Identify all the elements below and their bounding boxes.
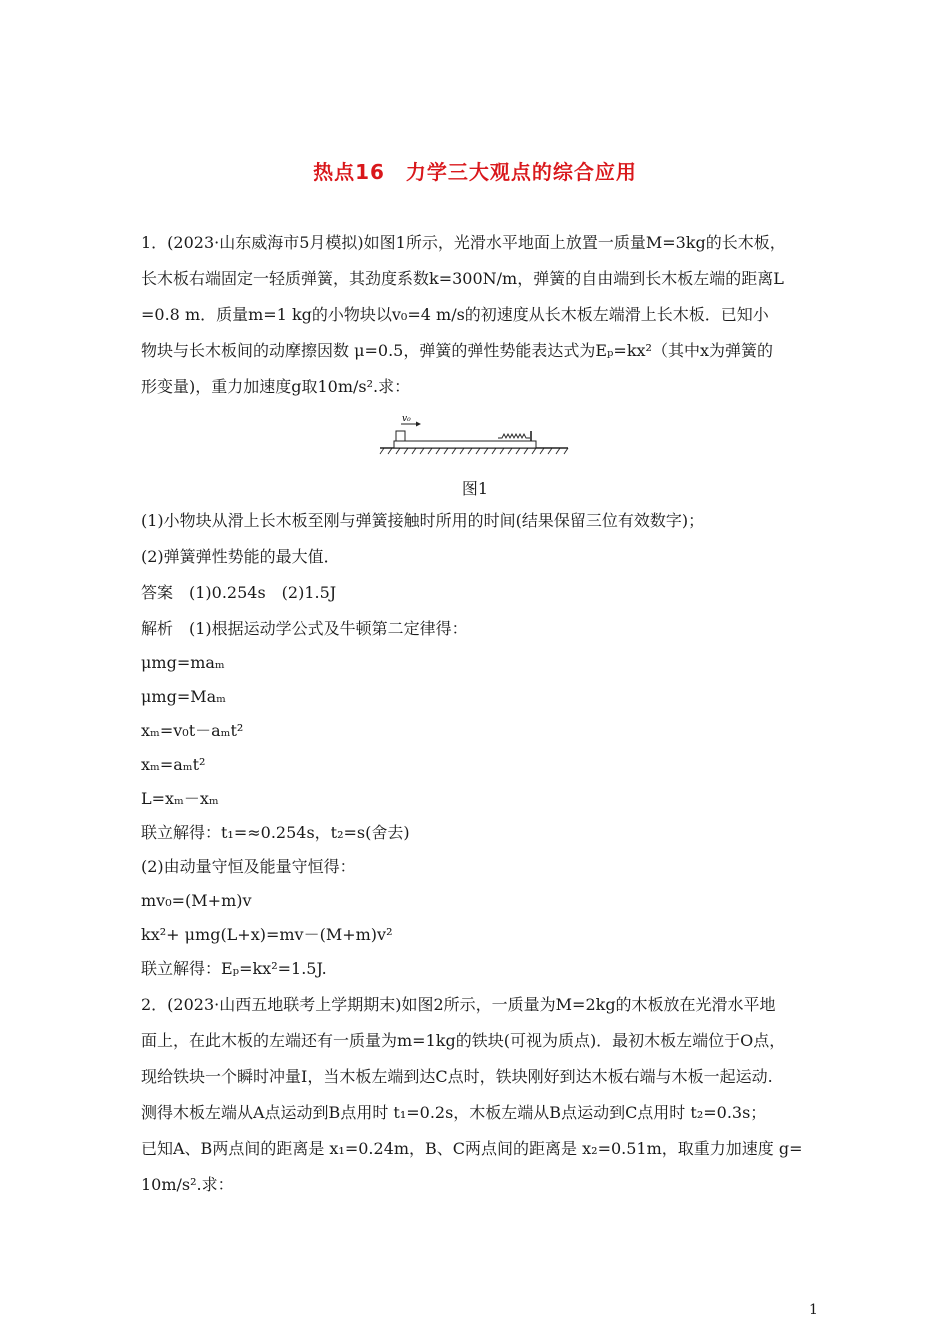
equation-line: μmg=Maₘ: [141, 687, 226, 706]
equation-line: μmg=maₘ: [141, 653, 225, 672]
text-line: 2．(2023·山西五地联考上学期期末)如图2所示，一质量为M=2kg的木板放在光滑水平地: [141, 995, 776, 1014]
text-line: 已知A、B两点间的距离是 x₁=0.24m，B、C两点间的距离是 x₂=0.51m，取重力加速度 g=: [141, 1139, 803, 1158]
text-line: 长木板右端固定一轻质弹簧，其劲度系数k=300N/m，弹簧的自由端到长木板左端的距离L: [141, 269, 784, 288]
text-line: 联立解得：t₁=≈0.254s，t₂=s(舍去): [141, 823, 410, 842]
figure-1-diagram: [378, 410, 570, 456]
text-line: 1．(2023·山东威海市5月模拟)如图1所示，光滑水平地面上放置一质量M=3kg的长木板，: [141, 233, 786, 252]
text-line: (2)由动量守恒及能量守恒得：: [141, 857, 356, 876]
arrow-head-icon: [416, 422, 421, 427]
page-title: 热点16 力学三大观点的综合应用: [313, 160, 637, 184]
ground-hatching: [380, 448, 568, 454]
text-line: (1)小物块从滑上长木板至刚与弹簧接触时所用的时间(结果保留三位有效数字)；: [141, 511, 705, 530]
equation-line: L=xₘ－xₘ: [141, 789, 219, 808]
equation-line: kx²+ μmg(L+x)=mv－(M+m)v²: [141, 925, 393, 944]
long-board: [394, 441, 536, 448]
text-line: 联立解得：Eₚ=kx²=1.5J.: [141, 959, 327, 978]
equation-line: mv₀=(M+m)v: [141, 891, 252, 910]
text-line: (2)弹簧弹性势能的最大值．: [141, 547, 340, 566]
text-line: 形变量)，重力加速度g取10m/s².求：: [141, 377, 411, 396]
page-number: 1: [809, 1302, 818, 1318]
text-line: 10m/s².求：: [141, 1175, 234, 1194]
text-line: 解析 (1)根据运动学公式及牛顿第二定律得：: [141, 619, 468, 638]
small-block: [396, 431, 405, 441]
equation-line: xₘ=aₘt²: [141, 755, 206, 774]
spring: [498, 434, 530, 438]
text-line: 面上，在此木板的左端还有一质量为m=1kg的铁块(可视为质点)．最初木板左端位于O点，: [141, 1031, 786, 1050]
text-line: 答案 (1)0.254s (2)1.5J: [141, 583, 337, 602]
equation-line: xₘ=v₀t－aₘt²: [141, 721, 244, 740]
text-line: =0.8 m．质量m=1 kg的小物块以v₀=4 m/s的初速度从长木板左端滑上长木板．已知小: [141, 305, 769, 324]
text-line: 测得木板左端从A点运动到B点用时 t₁=0.2s，木板左端从B点运动到C点用时 t₂=0.3s；: [141, 1103, 767, 1122]
velocity-label: v₀: [402, 414, 411, 424]
text-line: 现给铁块一个瞬时冲量I，当木板左端到达C点时，铁块刚好到达木板右端与木板一起运动.: [141, 1067, 773, 1086]
figure-caption: 图1: [461, 479, 489, 498]
text-line: 物块与长木板间的动摩擦因数 μ=0.5，弹簧的弹性势能表达式为Eₚ=kx²（其中x为弹簧的: [141, 341, 773, 360]
